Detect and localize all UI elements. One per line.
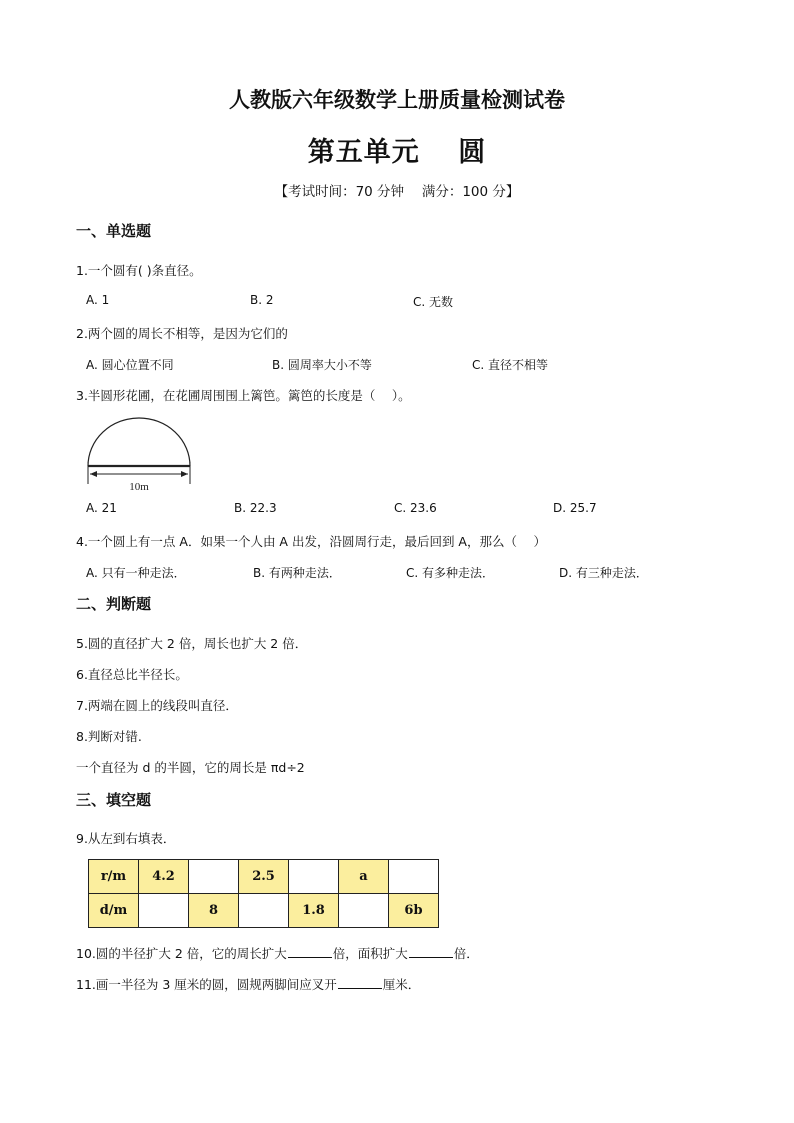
table-cell: 8 [189,894,239,928]
table-row-radius [89,860,439,894]
table-cell: d/m [89,894,139,928]
table-cell: 4.2 [139,860,189,894]
question-8-statement: 一个直径为 d 的半圆，它的周长是 πd÷2 [76,760,305,775]
question-1: 1.一个圆有( )条直径。 [76,263,202,278]
q10-blank-area[interactable] [409,945,453,958]
q4-option-b: B. 有两种走法． [253,566,341,580]
q11-text-part2: 厘米． [382,977,421,992]
question-11 [76,975,420,993]
q4-option-d: D. 有三种走法． [559,566,648,580]
semicircle-arc [88,418,190,466]
dimension-arrow-left [90,471,97,477]
question-4: 4.一个圆上有一点 A．如果一个人由 A 出发，沿圆周行走，最后回到 A，那么（ ） [76,534,546,549]
question-5: 5.圆的直径扩大 2 倍，周长也扩大 2 倍． [76,636,308,651]
radius-diameter-table [88,859,439,928]
q10-text-part1: 10.圆的半径扩大 2 倍，它的周长扩大 [76,946,287,961]
table-cell: a [339,860,389,894]
q2-option-c: C. 直径不相等 [472,358,549,372]
q10-text-part3: 倍． [453,946,479,961]
q1-option-c: C. 无数 [413,295,454,309]
question-10 [76,944,479,962]
table-cell-blank[interactable] [189,860,239,894]
question-2: 2.两个圆的周长不相等，是因为它们的 [76,326,288,341]
table-cell: 2.5 [239,860,289,894]
question-3: 3.半圆形花圃，在花圃周围围上篱笆。篱笆的长度是（ ）。 [76,388,411,403]
section-heading-true-false: 二、判断题 [76,595,152,613]
q1-option-a: A. 1 [86,293,110,307]
q4-option-a: A. 只有一种走法． [86,566,186,580]
question-7: 7.两端在圆上的线段叫直径． [76,698,238,713]
q3-option-a: A. 21 [86,501,117,515]
table-cell: 6b [389,894,439,928]
semicircle-figure [84,412,196,494]
question-8: 8.判断对错. [76,729,142,744]
table-cell: r/m [89,860,139,894]
table-cell-blank[interactable] [289,860,339,894]
table-cell-blank[interactable] [239,894,289,928]
table-cell-blank[interactable] [139,894,189,928]
exam-info: 【考试时间：70 分钟 满分：100 分】 [274,184,520,200]
table-cell-blank[interactable] [389,860,439,894]
table-cell: 1.8 [289,894,339,928]
exam-title: 人教版六年级数学上册质量检测试卷 [229,87,565,112]
q10-text-part2: 倍，面积扩大 [332,946,408,961]
unit-title: 第五单元 圆 [307,137,487,168]
q3-option-d: D. 25.7 [553,501,597,515]
q2-option-a: A. 圆心位置不同 [86,358,174,372]
question-9: 9.从左到右填表． [76,831,176,846]
q4-option-c: C. 有多种走法． [406,566,495,580]
table-cell-blank[interactable] [339,894,389,928]
q11-blank-distance[interactable] [338,976,382,989]
q10-blank-circumference[interactable] [288,945,332,958]
section-heading-single-choice: 一、单选题 [76,222,152,240]
section-heading-fill-blank: 三、填空题 [76,791,152,809]
question-6: 6.直径总比半径长。 [76,667,188,682]
q1-option-b: B. 2 [250,293,274,307]
q3-option-c: C. 23.6 [394,501,437,515]
dimension-arrow-right [181,471,188,477]
table-row-diameter [89,894,439,928]
q3-option-b: B. 22.3 [234,501,277,515]
q2-option-b: B. 圆周率大小不等 [272,358,372,372]
dimension-label: 10m [129,481,149,493]
q11-text-part1: 11.画一半径为 3 厘米的圆，圆规两脚间应叉开 [76,977,337,992]
